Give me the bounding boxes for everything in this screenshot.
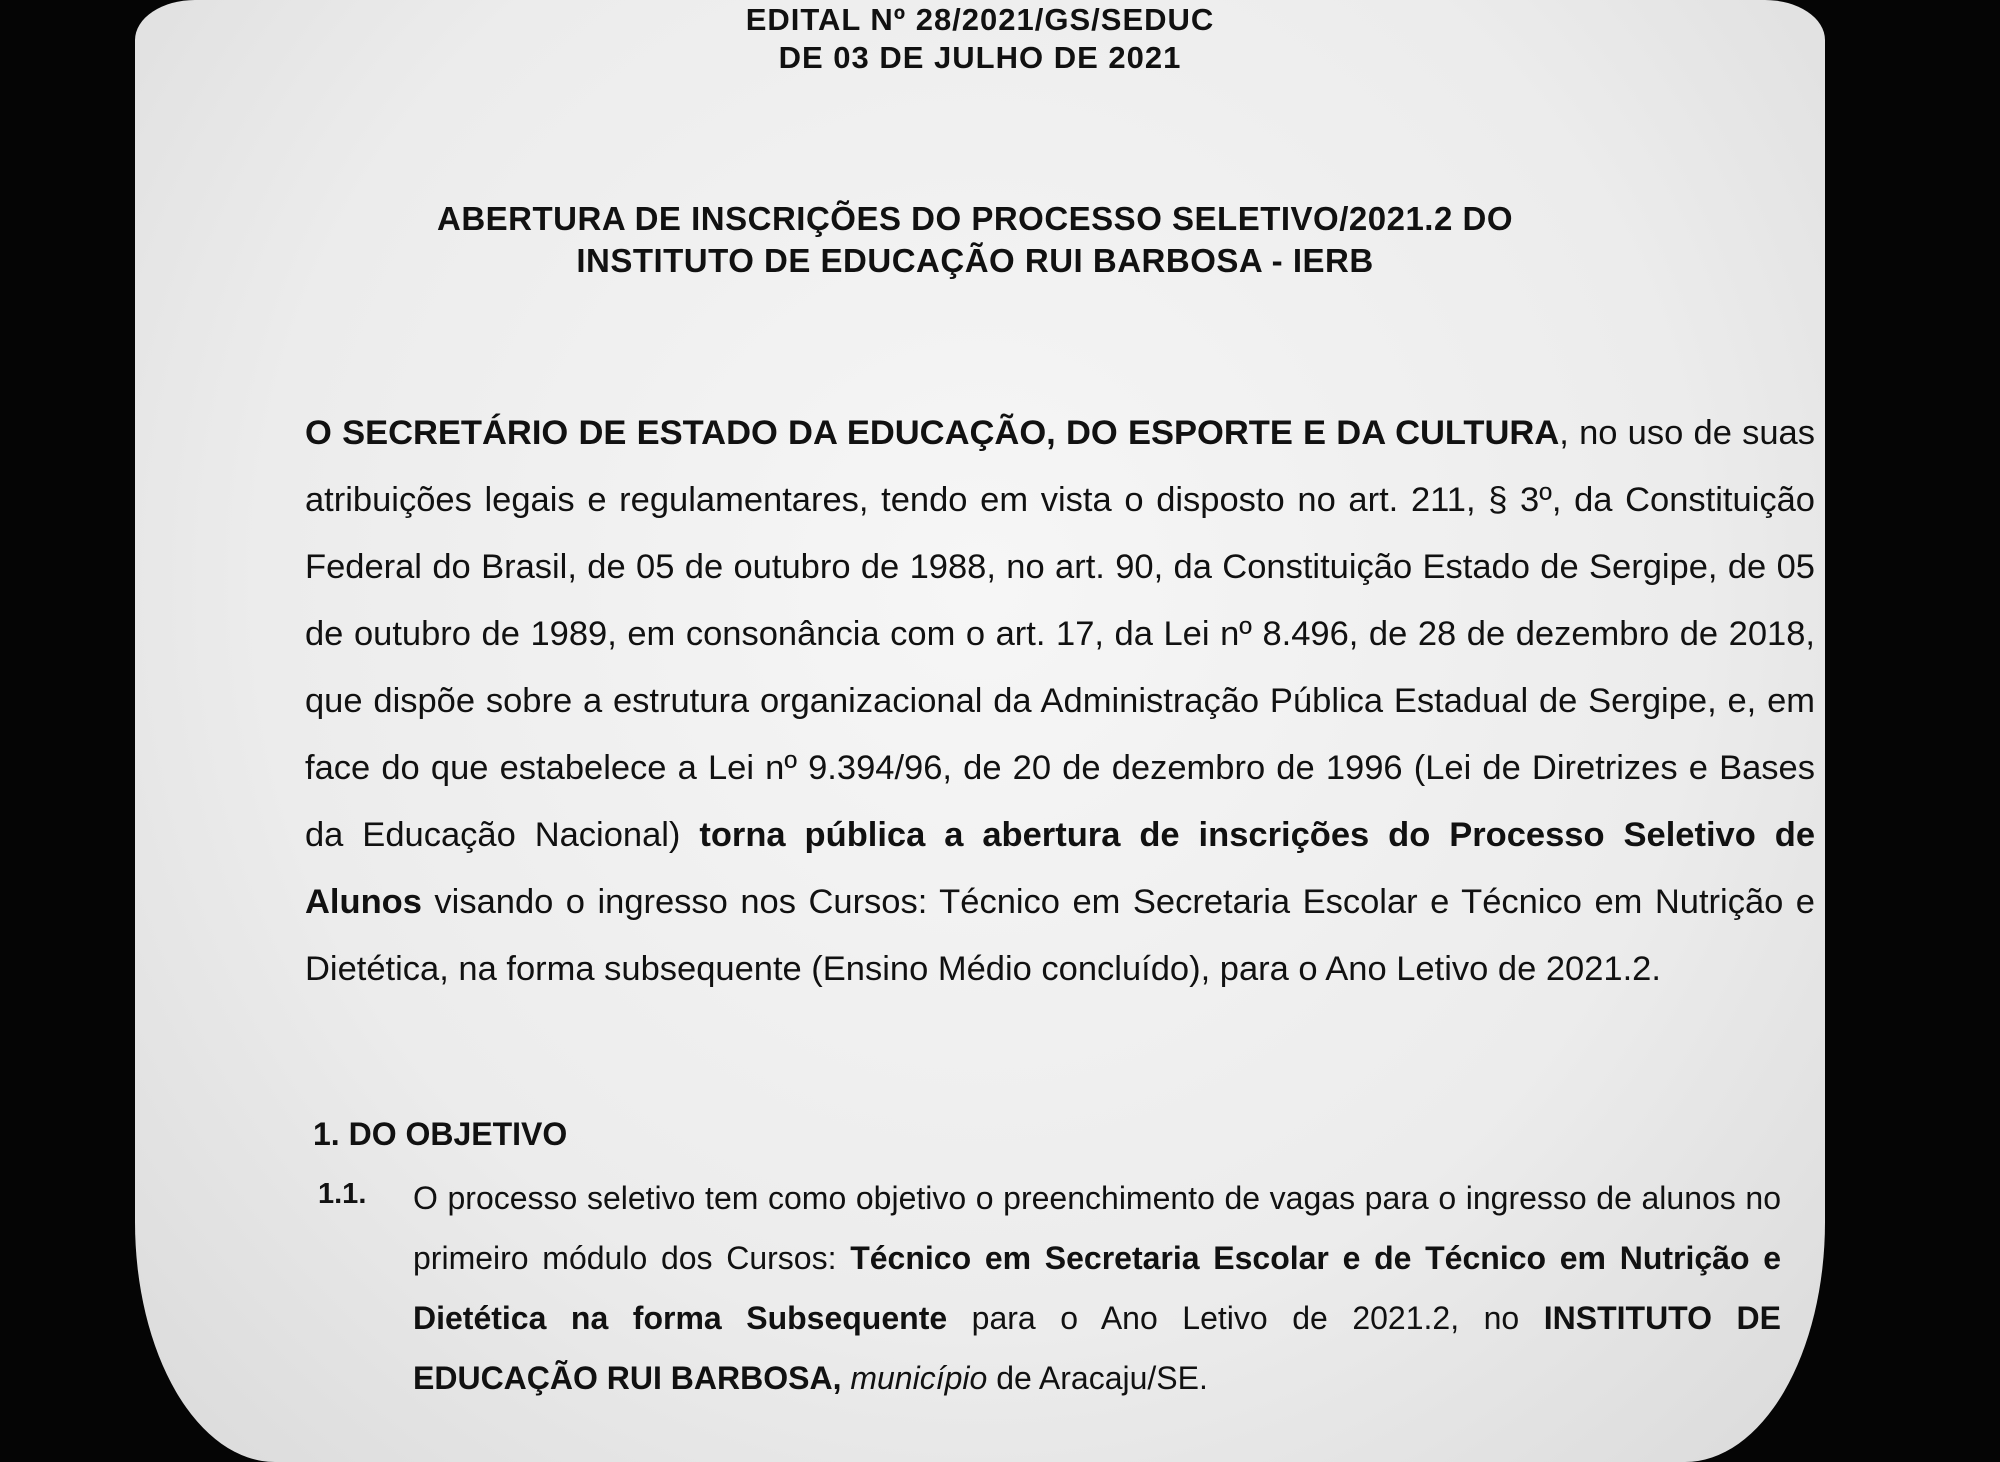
item-number: 1.1. bbox=[318, 1178, 367, 1210]
item-italic-1: município bbox=[841, 1360, 988, 1396]
edital-date: DE 03 DE JULHO DE 2021 bbox=[778, 40, 1182, 75]
edital-number: EDITAL Nº 28/2021/GS/SEDUC bbox=[745, 2, 1215, 37]
item-bold-1: Técnico em Secretaria Escolar e de Técnico em Nutrição e Dietética na forma Subsequente bbox=[413, 1240, 1781, 1336]
item-bold-2: INSTITUTO DE EDUCAÇÃO RUI BARBOSA, bbox=[413, 1300, 1782, 1396]
preamble-bold-middle: torna pública a abertura de inscrições do Processo Seletivo de Alunos bbox=[305, 816, 1816, 921]
item-text-3: de Aracaju/SE. bbox=[987, 1360, 1208, 1396]
preamble-bold-opening: O SECRETÁRIO DE ESTADO DA EDUCAÇÃO, DO ESPORTE E DA CULTURA bbox=[305, 414, 1560, 452]
section-heading: 1. DO OBJETIVO bbox=[313, 1116, 568, 1152]
preamble-text-2: visando o ingresso nos Cursos: Técnico em Secretaria Escolar e Técnico em Nutrição e Dietética, na forma subsequente (Ensino Médio concluído), para o Ano Letivo de 2021.2. bbox=[305, 883, 1815, 988]
item-text bbox=[413, 1168, 1781, 1408]
document-title-line1: ABERTURA DE INSCRIÇÕES DO PROCESSO SELETIVO/2021.2 DO bbox=[437, 200, 1513, 237]
preamble-paragraph bbox=[305, 400, 1815, 1003]
document-screen bbox=[135, 0, 1825, 1462]
item-text-1: O processo seletivo tem como objetivo o preenchimento de vagas para o ingresso de alunos no primeiro módulo dos Cursos: bbox=[413, 1180, 1781, 1276]
document-title-line2: INSTITUTO DE EDUCAÇÃO RUI BARBOSA - IERB bbox=[576, 242, 1374, 279]
document-title bbox=[355, 198, 1595, 282]
document-page bbox=[135, 0, 1825, 1462]
item-text-2: para o Ano Letivo de 2021.2, no bbox=[947, 1300, 1544, 1336]
preamble-text-1: , no uso de suas atribuições legais e regulamentares, tendo em vista o disposto no art. 211, § 3º, da Constituição Federal do Brasil, de 05 de outubro de 1988, no art. 90, da Constituição Estado de Sergipe, de 05 de outubro de 1989, em consonância com o art. 17, da Lei nº 8.496, de 28 de dezembro de 2018, que dispõe sobre a estrutura organizacional da Administração Pública Estadual de Sergipe, e, em face do que estabelece a Lei nº 9.394/96, de 20 de dezembro de 1996 (Lei de Diretrizes e Bases da Educação Nacional) bbox=[305, 414, 1815, 854]
